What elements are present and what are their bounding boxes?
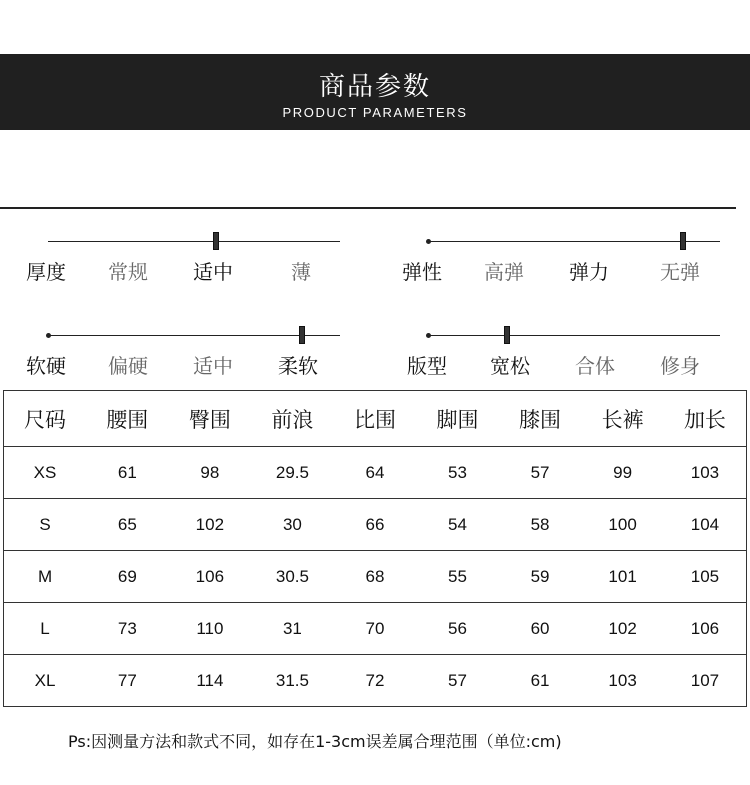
table-cell: 60 bbox=[499, 603, 582, 655]
scale-start-dot bbox=[426, 333, 431, 338]
table-cell: 64 bbox=[334, 447, 417, 499]
table-cell: 66 bbox=[334, 499, 417, 551]
elasticity-scale bbox=[402, 230, 740, 300]
table-cell: 99 bbox=[581, 447, 664, 499]
table-cell: 102 bbox=[581, 603, 664, 655]
thickness-scale bbox=[26, 230, 360, 300]
table-cell: 106 bbox=[169, 551, 252, 603]
fit-label: 版型 bbox=[407, 354, 447, 378]
table-cell: XL bbox=[4, 655, 87, 707]
table-cell: 100 bbox=[581, 499, 664, 551]
page-title: 商品参数 bbox=[318, 72, 431, 102]
header-long-length: 加长 bbox=[664, 391, 747, 447]
table-cell: 58 bbox=[499, 499, 582, 551]
page-subtitle: PRODUCT PARAMETERS bbox=[282, 105, 468, 120]
header-length: 长裤 bbox=[581, 391, 664, 447]
table-cell: 54 bbox=[416, 499, 499, 551]
elasticity-option-high: 高弹 bbox=[484, 260, 524, 284]
section-divider bbox=[0, 207, 736, 209]
table-cell: 73 bbox=[86, 603, 169, 655]
header-front-rise: 前浪 bbox=[251, 391, 334, 447]
header-size: 尺码 bbox=[4, 391, 87, 447]
scale-marker bbox=[680, 232, 686, 250]
table-cell: 68 bbox=[334, 551, 417, 603]
softness-option-medium: 适中 bbox=[193, 354, 233, 378]
thickness-option-regular: 常规 bbox=[108, 260, 148, 284]
elasticity-label: 弹性 bbox=[402, 260, 442, 284]
fit-option-slim: 修身 bbox=[660, 354, 700, 378]
softness-scale bbox=[26, 324, 360, 394]
fit-scale bbox=[407, 324, 740, 394]
table-row bbox=[4, 447, 747, 499]
table-cell: 104 bbox=[664, 499, 747, 551]
scale-track bbox=[48, 335, 340, 336]
thickness-option-thin: 薄 bbox=[291, 260, 311, 284]
softness-label: 软硬 bbox=[26, 354, 66, 378]
header-leg-opening: 脚围 bbox=[416, 391, 499, 447]
table-cell: L bbox=[4, 603, 87, 655]
table-cell: 56 bbox=[416, 603, 499, 655]
table-cell: 107 bbox=[664, 655, 747, 707]
table-cell: 70 bbox=[334, 603, 417, 655]
table-cell: 110 bbox=[169, 603, 252, 655]
table-cell: 69 bbox=[86, 551, 169, 603]
table-cell: S bbox=[4, 499, 87, 551]
size-table bbox=[3, 390, 747, 707]
table-row bbox=[4, 603, 747, 655]
table-cell: 65 bbox=[86, 499, 169, 551]
table-cell: 31.5 bbox=[251, 655, 334, 707]
scale-marker bbox=[213, 232, 219, 250]
header-thigh: 比围 bbox=[334, 391, 417, 447]
scale-start-dot bbox=[46, 333, 51, 338]
header-knee: 膝围 bbox=[499, 391, 582, 447]
softness-option-soft: 柔软 bbox=[278, 354, 318, 378]
table-header-row bbox=[4, 391, 747, 447]
table-row bbox=[4, 499, 747, 551]
thickness-label: 厚度 bbox=[26, 260, 66, 284]
table-cell: 114 bbox=[169, 655, 252, 707]
table-cell: 61 bbox=[499, 655, 582, 707]
table-cell: 30.5 bbox=[251, 551, 334, 603]
table-row bbox=[4, 655, 747, 707]
scale-track bbox=[428, 241, 720, 242]
table-cell: 77 bbox=[86, 655, 169, 707]
table-cell: 59 bbox=[499, 551, 582, 603]
scale-track bbox=[428, 335, 720, 336]
table-cell: 105 bbox=[664, 551, 747, 603]
scale-marker bbox=[299, 326, 305, 344]
scale-marker bbox=[504, 326, 510, 344]
table-cell: M bbox=[4, 551, 87, 603]
elasticity-option-none: 无弹 bbox=[660, 260, 700, 284]
table-cell: 53 bbox=[416, 447, 499, 499]
scale-track bbox=[48, 241, 340, 242]
table-cell: 102 bbox=[169, 499, 252, 551]
fit-option-regular: 合体 bbox=[575, 354, 615, 378]
header-waist: 腰围 bbox=[86, 391, 169, 447]
table-cell: 30 bbox=[251, 499, 334, 551]
table-cell: 103 bbox=[581, 655, 664, 707]
thickness-option-medium: 适中 bbox=[193, 260, 233, 284]
header-banner bbox=[0, 54, 750, 130]
table-row bbox=[4, 551, 747, 603]
table-cell: 106 bbox=[664, 603, 747, 655]
elasticity-option-stretch: 弹力 bbox=[569, 260, 609, 284]
table-cell: 57 bbox=[416, 655, 499, 707]
table-cell: 31 bbox=[251, 603, 334, 655]
table-cell: 72 bbox=[334, 655, 417, 707]
table-cell: XS bbox=[4, 447, 87, 499]
softness-option-hard: 偏硬 bbox=[108, 354, 148, 378]
table-cell: 29.5 bbox=[251, 447, 334, 499]
fit-option-loose: 宽松 bbox=[490, 354, 530, 378]
table-cell: 98 bbox=[169, 447, 252, 499]
table-cell: 101 bbox=[581, 551, 664, 603]
table-cell: 57 bbox=[499, 447, 582, 499]
scale-start-dot bbox=[426, 239, 431, 244]
header-hip: 臀围 bbox=[169, 391, 252, 447]
table-cell: 55 bbox=[416, 551, 499, 603]
table-cell: 61 bbox=[86, 447, 169, 499]
measurement-note: Ps:因测量方法和款式不同，如存在1-3cm误差属合理范围（单位:cm) bbox=[68, 732, 562, 751]
table-cell: 103 bbox=[664, 447, 747, 499]
